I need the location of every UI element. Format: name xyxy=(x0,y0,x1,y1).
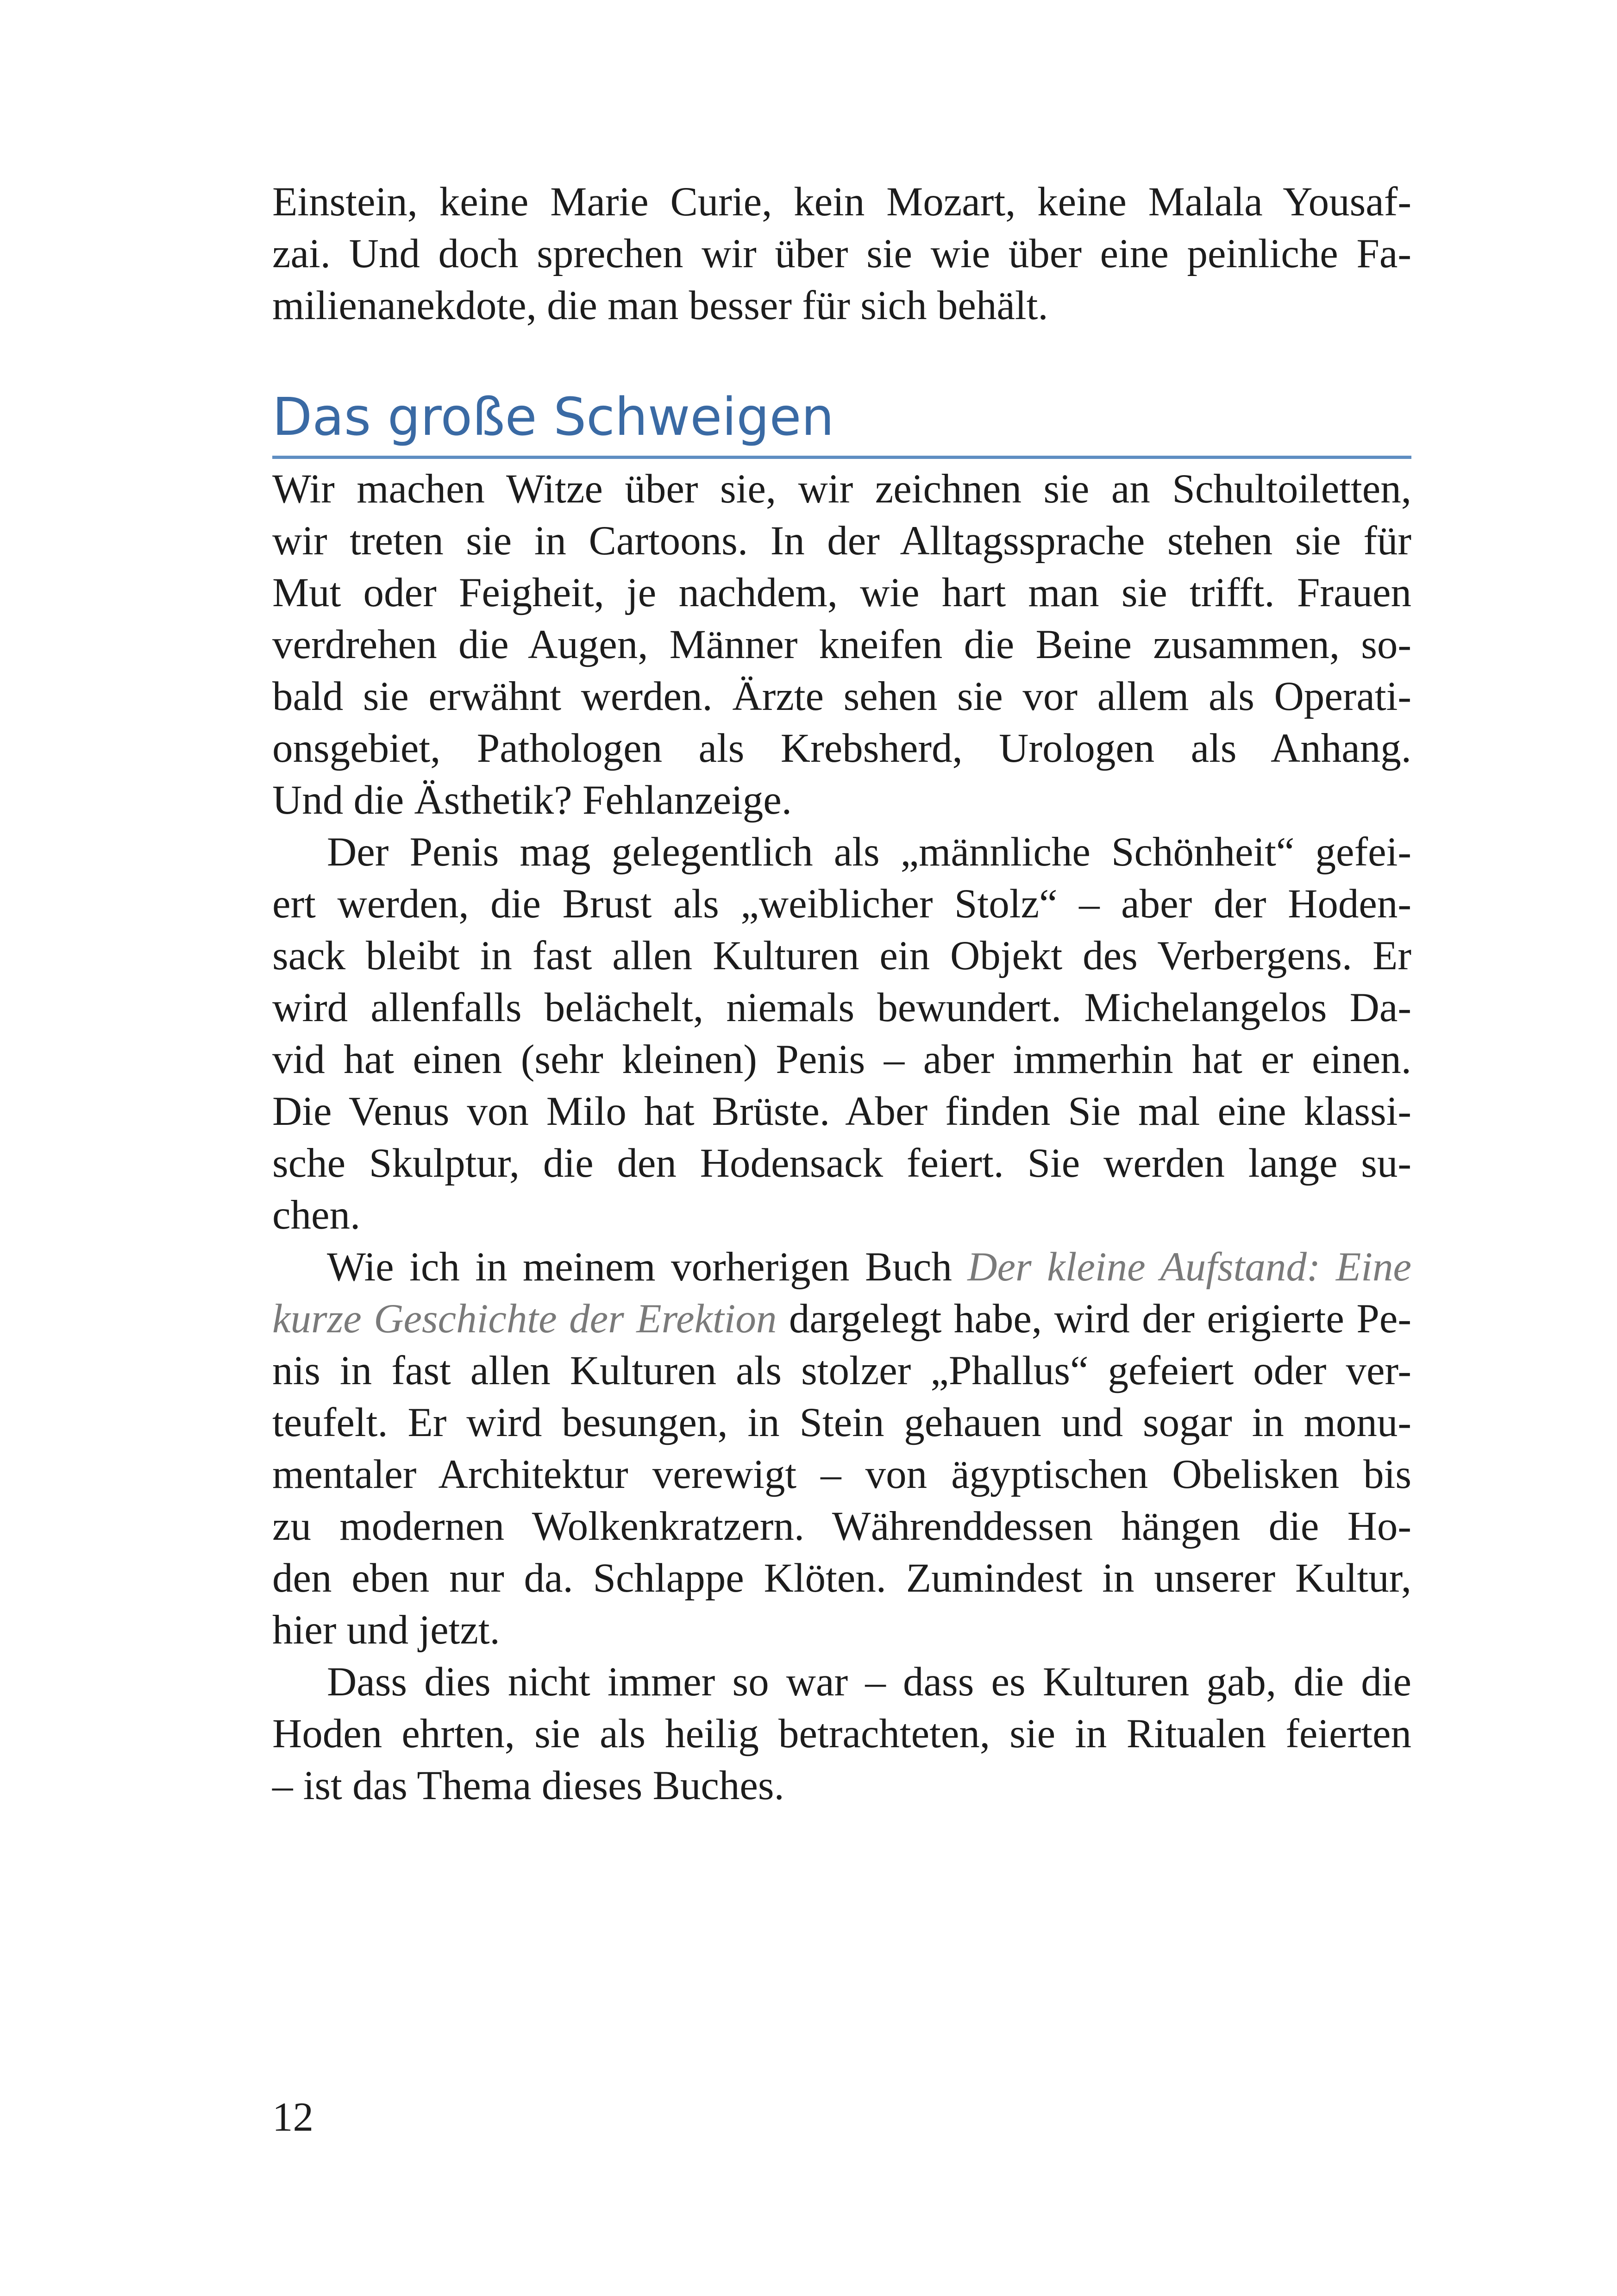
text-line: sche Skulptur, die den Hodensack feiert. Sie werden lange su- xyxy=(272,1141,1411,1186)
page-number: 12 xyxy=(272,2095,313,2140)
text-line: ert werden, die Brust als „weiblicher Stolz“ – aber der Hoden- xyxy=(272,881,1411,927)
text-line: wir treten sie in Cartoons. In der Alltagssprache stehen sie für xyxy=(272,518,1411,564)
text-run: Wie ich in meinem vorherigen Buch xyxy=(327,1244,968,1290)
text-line xyxy=(327,1241,1411,1293)
text-line: Hoden ehrten, sie als heilig betrachteten, sie in Ritualen feierten xyxy=(272,1711,1411,1757)
book-title: Der kleine Aufstand: Eine xyxy=(967,1244,1412,1290)
text-line: vid hat einen (sehr kleinen) Penis – aber immerhin hat er einen. xyxy=(272,1037,1411,1082)
text-line: Wir machen Witze über sie, wir zeichnen sie an Schultoiletten, xyxy=(272,466,1411,512)
text-line: wird allenfalls belächelt, niemals bewundert. Michelangelos Da- xyxy=(272,985,1411,1030)
heading-underline xyxy=(272,456,1411,459)
text-line: bald sie erwähnt werden. Ärzte sehen sie vor allem als Operati- xyxy=(272,674,1411,719)
text-line: den eben nur da. Schlappe Klöten. Zumindest in unserer Kultur, xyxy=(272,1556,1411,1601)
text-line: teufelt. Er wird besungen, in Stein gehauen und sogar in monu- xyxy=(272,1400,1411,1445)
text-line: nis in fast allen Kulturen als stolzer „Phallus“ gefeiert oder ver- xyxy=(272,1348,1411,1393)
text-line: Mut oder Feigheit, je nachdem, wie hart man sie trifft. Frauen xyxy=(272,570,1411,615)
section-heading: Das große Schweigen xyxy=(272,387,834,447)
text-line: hier und jetzt. xyxy=(272,1607,500,1653)
text-line: verdrehen die Augen, Männer kneifen die Beine zusammen, so- xyxy=(272,622,1411,667)
text-line: Der Penis mag gelegentlich als „männliche Schönheit“ gefei- xyxy=(327,829,1411,875)
text-line: chen. xyxy=(272,1192,361,1238)
book-title: kurze Geschichte der Erektion xyxy=(272,1296,777,1342)
text-line: Einstein, keine Marie Curie, kein Mozart, keine Malala Yousaf- xyxy=(272,179,1411,225)
text-line: Dass dies nicht immer so war – dass es Kulturen gab, die die xyxy=(327,1659,1411,1705)
text-line: zu modernen Wolkenkratzern. Währenddessen hängen die Ho- xyxy=(272,1504,1411,1549)
text-line: Und die Ästhetik? Fehlanzeige. xyxy=(272,778,792,823)
text-line: milienanekdote, die man besser für sich behält. xyxy=(272,283,1048,328)
text-line: sack bleibt in fast allen Kulturen ein Objekt des Verbergens. Er xyxy=(272,933,1411,979)
text-run: dargelegt habe, wird der erigierte Pe- xyxy=(777,1296,1411,1342)
text-line: mentaler Architektur verewigt – von ägyptischen Obelisken bis xyxy=(272,1452,1411,1497)
text-line xyxy=(272,1293,1411,1345)
text-line: – ist das Thema dieses Buches. xyxy=(272,1763,784,1808)
text-line: Die Venus von Milo hat Brüste. Aber finden Sie mal eine klassi- xyxy=(272,1089,1411,1134)
text-line: onsgebiet, Pathologen als Krebsherd, Urologen als Anhang. xyxy=(272,726,1411,771)
text-line: zai. Und doch sprechen wir über sie wie über eine peinliche Fa- xyxy=(272,231,1411,276)
